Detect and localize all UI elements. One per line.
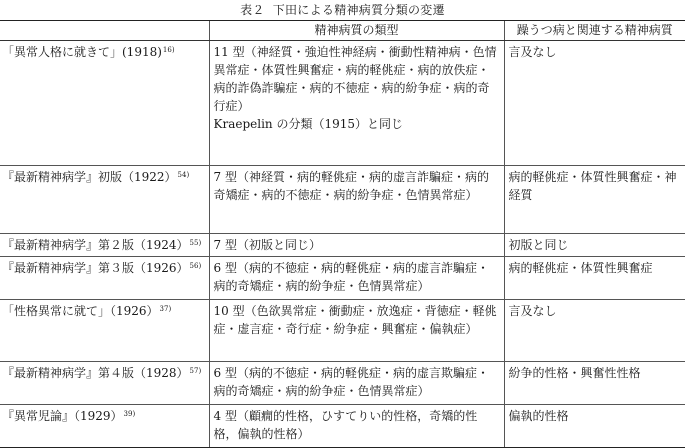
- source-cell: 「異常人格に就きて」$(1918)^{16)}$: [0, 41, 209, 166]
- source-cell: 「性格異常に就て」$(1926)^{37)}$: [0, 300, 209, 362]
- manic-cell: 言及なし: [504, 300, 685, 362]
- table-row: [0, 41, 685, 166]
- ref-mark: 39): [123, 410, 136, 418]
- header-row: [0, 21, 685, 41]
- ref-mark: 54): [177, 171, 190, 179]
- table-row: [0, 405, 685, 448]
- source-cell: 『最新精神病学』第３版$(1926)^{56)}$: [0, 257, 209, 300]
- table-row: [0, 362, 685, 405]
- table-row: [0, 166, 685, 234]
- ref-mark: 37): [159, 305, 172, 313]
- manic-cell: 偏執的性格: [504, 405, 685, 448]
- source-cell: 『最新精神病学』第４版$(1928)^{57)}$: [0, 362, 209, 405]
- types-cell: 6 型（病的不徳症・病的軽佻症・病的虚言欺騙症・病的奇矯症・病的紛争症・色情異常症）: [209, 362, 504, 405]
- manic-cell: 病的軽佻症・体質性興奮症: [504, 257, 685, 300]
- table-row: [0, 234, 685, 257]
- manic-cell: 初版と同じ: [504, 234, 685, 257]
- source-cell: 『最新精神病学』第２版$(1924)^{55)}$: [0, 234, 209, 257]
- manic-cell: 紛争的性格・興奮性性格: [504, 362, 685, 405]
- classification-table: [0, 20, 685, 448]
- manic-cell: 言及なし: [504, 41, 685, 166]
- ref-mark: 16): [162, 46, 175, 54]
- ref-mark: 55): [189, 239, 202, 247]
- table-title: 下田による精神病質分類の変遷: [272, 3, 445, 17]
- ref-mark: 57): [189, 367, 202, 375]
- source-cell: 『最新精神病学』初版$(1922)^{54)}$: [0, 166, 209, 234]
- manic-cell: 病的軽佻症・体質性興奮症・神経質: [504, 166, 685, 234]
- table-caption: [0, 3, 685, 17]
- source-cell: 『異常児論』$(1929)^{39)}$: [0, 405, 209, 448]
- types-cell: 6 型（病的不徳症・病的軽佻症・病的虚言詐騙症・病的奇矯症・病的紛争症・色情異常症）: [209, 257, 504, 300]
- types-cell: 7 型（初版と同じ）: [209, 234, 504, 257]
- types-cell: 7 型（神経質・病的軽佻症・病的虚言詐騙症・病的奇矯症・病的不徳症・病的紛争症・色情異常症）: [209, 166, 504, 234]
- header-source: [0, 21, 209, 41]
- types-note: Kraepelin の分類（1915）と同じ: [213, 117, 403, 131]
- types-cell: 10 型（色欲異常症・衝動症・放逸症・背徳症・軽佻症・虚言症・奇行症・紛争症・興奮症・偏執症）: [209, 300, 504, 362]
- table-row: [0, 257, 685, 300]
- table-number: 表２: [240, 3, 265, 17]
- header-manic: 躁うつ病と関連する精神病質: [504, 21, 685, 41]
- types-cell: 11 型（神経質・強迫性神経病・衝動性精神病・色情異常症・体質性興奮症・病的軽佻症・病的放佚症・病的詐偽詐騙症・病的不徳症・病的紛争症・病的奇行症） Kraepelin の分類（1915）と同じ: [209, 41, 504, 166]
- table-row: [0, 300, 685, 362]
- types-cell: 4 型（顧癇的性格，ひすてりい的性格，奇矯的性格，偏執的性格）: [209, 405, 504, 448]
- header-types: 精神病質の類型: [209, 21, 504, 41]
- ref-mark: 56): [189, 262, 202, 270]
